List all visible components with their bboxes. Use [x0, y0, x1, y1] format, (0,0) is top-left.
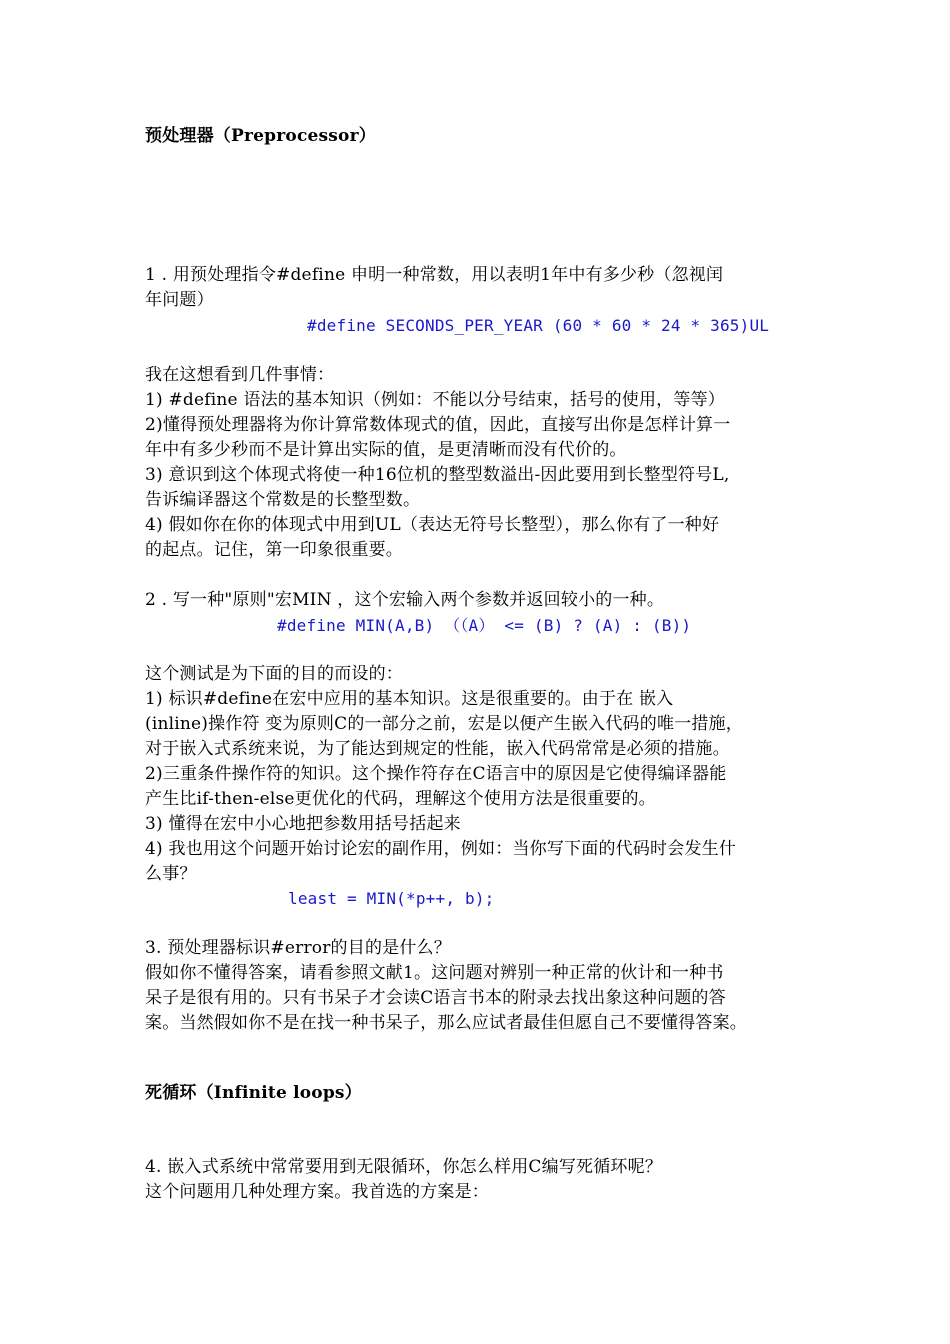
answer-1-point: 年中有多少秒而不是计算出实际的值，是更清晰而没有代价的。	[145, 440, 627, 460]
answer-2-point: 么事？	[145, 864, 197, 884]
answer-1-point: 1) #define 语法的基本知识（例如：不能以分号结束，括号的使用，等等）	[145, 390, 725, 410]
code-seconds-per-year: #define SECONDS_PER_YEAR (60 * 60 * 24 * 365)UL	[307, 316, 770, 335]
question-1-text: 1 . 用预处理指令#define 申明一种常数，用以表明1年中有多少秒（忽视闰	[145, 265, 724, 285]
answer-1-point: 2)懂得预处理器将为你计算常数体现式的值，因此，直接写出你是怎样计算一	[145, 415, 731, 435]
section-heading-infinite-loops: 死循环（Infinite loops）	[145, 1083, 362, 1103]
answer-1-point: 3) 意识到这个体现式将使一种16位机的整型数溢出-因此要用到长整型符号L,	[145, 465, 730, 485]
answer-2-point: 2)三重条件操作符的知识。这个操作符存在C语言中的原因是它使得编译器能	[145, 764, 727, 784]
code-min-macro: #define MIN(A,B) （（A） <= (B) ? (A) : (B))	[277, 616, 692, 635]
answer-3-line: 呆子是很有用的。只有书呆子才会读C语言书本的附录去找出象这种问题的答	[145, 988, 726, 1008]
question-3-text: 3. 预处理器标识#error的目的是什么？	[145, 938, 451, 958]
question-1-text-continued: 年问题）	[145, 290, 214, 310]
answer-2-point: 1) 标识#define在宏中应用的基本知识。这是很重要的。由于在 嵌入	[145, 689, 674, 709]
answer-1-point: 告诉编译器这个常数是的长整型数。	[145, 490, 421, 510]
section-heading-preprocessor: 预处理器（Preprocessor）	[145, 126, 376, 146]
code-least-min: least = MIN(*p++, b);	[288, 889, 495, 908]
answer-2-point: 4) 我也用这个问题开始讨论宏的副作用，例如：当你写下面的代码时会发生什	[145, 839, 737, 859]
answer-2-intro: 这个测试是为下面的目的而设的：	[145, 664, 403, 684]
answer-2-point: 对于嵌入式系统来说，为了能达到规定的性能，嵌入代码常常是必须的措施。	[145, 739, 730, 759]
answer-2-point: 3) 懂得在宏中小心地把参数用括号括起来	[145, 814, 461, 834]
answer-1-point: 的起点。记住，第一印象很重要。	[145, 540, 403, 560]
document-page	[145, 0, 825, 1344]
question-4-text: 4. 嵌入式系统中常常要用到无限循环，你怎么样用C编写死循环呢？	[145, 1157, 663, 1177]
answer-3-line: 案。当然假如你不是在找一种书呆子，那么应试者最佳但愿自己不要懂得答案。	[145, 1013, 747, 1033]
answer-1-point: 4) 假如你在你的体现式中用到UL（表达无符号长整型），那么你有了一种好	[145, 515, 720, 535]
answer-2-point: (inline)操作符 变为原则C的一部分之前，宏是以便产生嵌入代码的唯一措施，	[145, 714, 743, 734]
question-2-text: 2 . 写一种"原则"宏MIN ，这个宏输入两个参数并返回较小的一种。	[145, 590, 665, 610]
answer-3-line: 假如你不懂得答案，请看参照文献1。这问题对辨别一种正常的伙计和一种书	[145, 963, 724, 983]
answer-1-intro: 我在这想看到几件事情：	[145, 365, 335, 385]
answer-4-line: 这个问题用几种处理方案。我首选的方案是：	[145, 1182, 489, 1202]
answer-2-point: 产生比if-then-else更优化的代码，理解这个使用方法是很重要的。	[145, 789, 656, 809]
